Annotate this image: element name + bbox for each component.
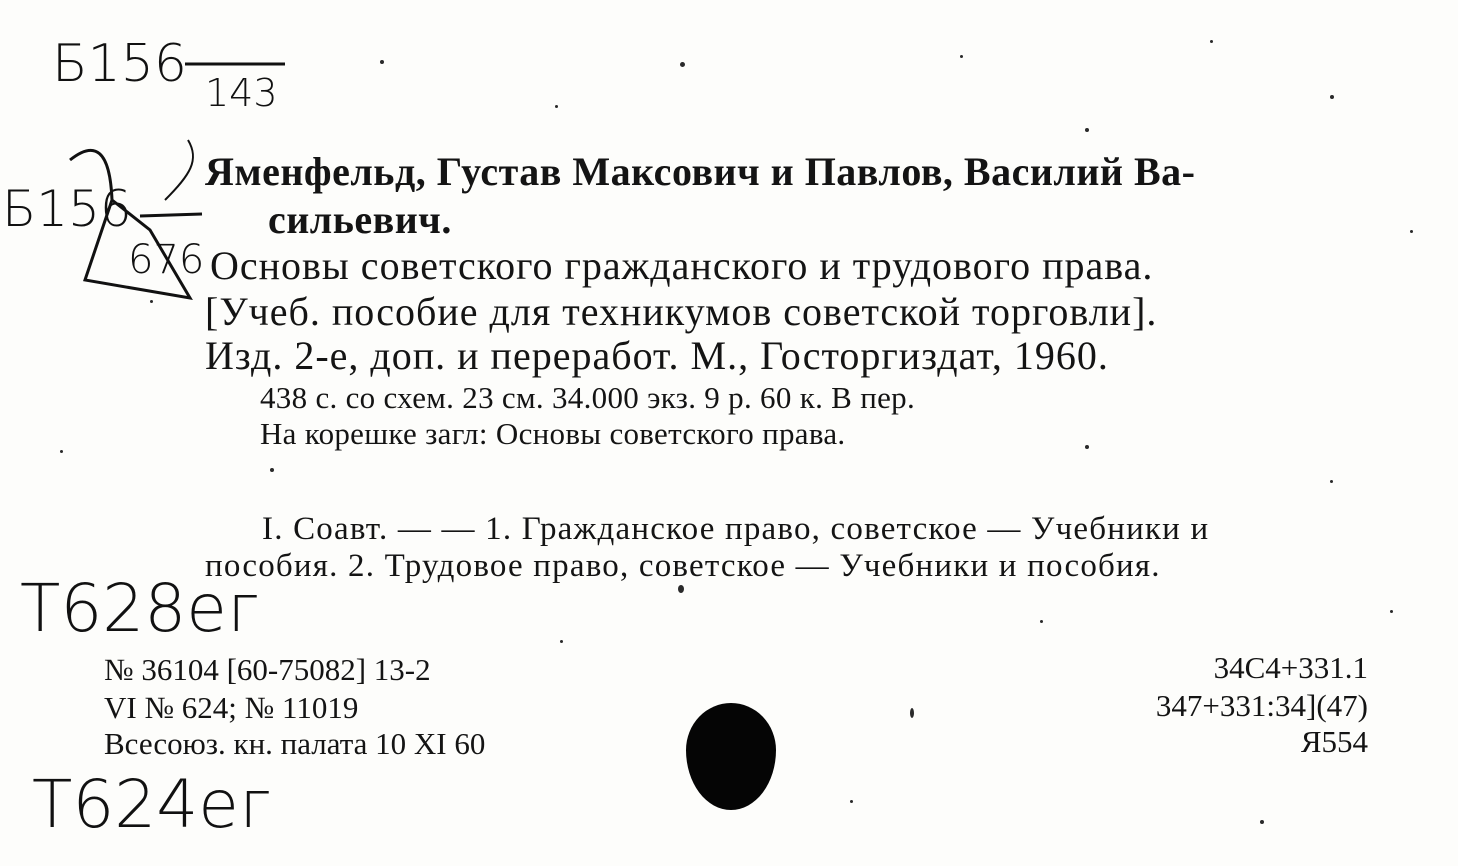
footer-classification: 34С4+331.1 <box>1213 650 1368 685</box>
author-heading-line-2: сильевич. <box>268 197 452 242</box>
handwritten-call-number-top: Б156 <box>52 34 187 94</box>
handwritten-shelf-mark-1: Т628ег <box>20 570 260 647</box>
title-line-3: Изд. 2-е, доп. и переработ. М., Госторгиздат, 1960. <box>205 333 1109 378</box>
handwritten-call-number-top-sub: 143 <box>205 71 278 115</box>
footer-classification-secondary: 347+331:34](47) <box>1155 688 1368 723</box>
footer-author-mark: Я554 <box>1300 724 1368 759</box>
spine-note: На корешке загл: Основы советского права. <box>260 416 846 451</box>
physical-description: 438 с. со схем. 23 см. 34.000 экз. 9 р. 60 к. В пер. <box>260 380 915 415</box>
footer-order-number: VI № 624; № 11019 <box>104 690 359 725</box>
subject-headings-line-2: пособия. 2. Трудовое право, советское — Учебники и пособия. <box>205 548 1161 584</box>
author-heading-line-1: Яменфельд, Густав Максович и Павлов, Василий Ва- <box>205 149 1196 194</box>
title-line-1: Основы советского гражданского и трудового права. <box>210 243 1154 288</box>
handwritten-call-number-left: Б156 <box>2 180 132 238</box>
title-line-2: [Учеб. пособие для техникумов советской торговли]. <box>205 289 1158 334</box>
footer-issuer: Всесоюз. кн. палата 10 XI 60 <box>104 726 486 761</box>
handwritten-call-number-left-sub: 676 <box>128 237 205 283</box>
handwritten-shelf-mark-2: Т624ег <box>32 766 272 843</box>
footer-record-number: № 36104 [60-75082] 13-2 <box>104 652 431 687</box>
subject-headings-line-1: I. Соавт. — — 1. Гражданское право, советское — Учебники и <box>262 511 1210 547</box>
